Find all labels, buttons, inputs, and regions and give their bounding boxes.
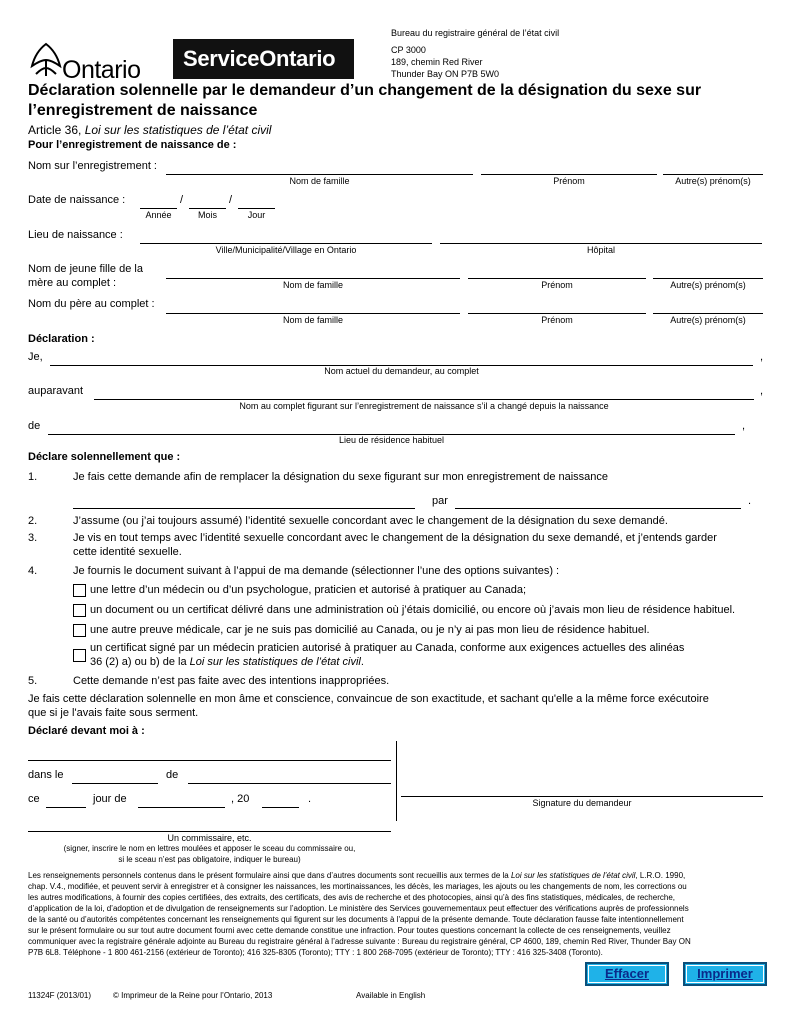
article-reference — [28, 123, 271, 137]
jour-de-label: jour de — [93, 793, 127, 805]
item-number: 2. — [28, 515, 38, 527]
je-label: Je, — [28, 351, 43, 363]
text: , L.R.O. 1990, — [635, 871, 686, 880]
city-caption: Ville/Municipalité/Village en Ontario — [215, 245, 357, 255]
city-field[interactable] — [140, 243, 432, 244]
mother-surname-caption: Nom de famille — [282, 280, 344, 290]
text: 36 (2) a) ou b) de la — [90, 656, 190, 668]
comma: , — [760, 351, 764, 363]
declaration-heading: Déclaration : — [28, 333, 95, 345]
day-field[interactable] — [46, 807, 86, 808]
item4-text: Je fournis le document suivant à l’appui de ma demande (sélectionner l’une des options suivantes) : — [73, 565, 560, 577]
year-field[interactable] — [262, 807, 299, 808]
surname-caption: Nom de famille — [289, 176, 350, 186]
applicant-signature-field[interactable] — [401, 796, 763, 797]
mother-label: Nom de jeune fille de la — [28, 263, 143, 275]
privacy-line: chap. V.4., modifiée, et peuvent servir à enregistrer et à consigner les naissances, les mortinaissances, les décès, les mariages, les ajouts ou les changements de nom, les corrections ou — [28, 882, 687, 891]
address-line: Bureau du registraire général de l’état civil — [391, 28, 560, 38]
address-line: CP 3000 — [391, 45, 426, 55]
item3-text: Je vis en tout temps avec l’identité sexuelle concordant avec le changement de la désignation du sexe demandé, et j’entends garder — [73, 532, 717, 544]
article-number: Article 36, — [28, 123, 85, 137]
dob-slash: / — [229, 194, 233, 206]
father-label: Nom du père au complet : — [28, 298, 155, 310]
othernames-caption: Autre(s) prénom(s) — [675, 176, 751, 186]
mother-othernames-field[interactable] — [653, 278, 763, 279]
residence-caption: Lieu de résidence habituel — [338, 435, 445, 445]
text: . — [360, 656, 364, 668]
year-prefix: , 20 — [231, 793, 250, 805]
hospital-caption: Hôpital — [586, 245, 615, 255]
declared-place-field[interactable] — [28, 760, 391, 761]
municipality-type-field[interactable] — [72, 783, 158, 784]
dob-day-field[interactable] — [238, 208, 275, 209]
service-ontario-text: ServiceOntario — [183, 46, 336, 71]
privacy-line: communiquer avec la registraire générale adjointe au Bureau du registraire général à l’adresse suivante : Bureau du registraire général, CP 4600, 189, chemin Red River, Thunder Bay ON — [28, 937, 691, 946]
hospital-field[interactable] — [440, 243, 762, 244]
item-number: 5. — [28, 675, 38, 687]
father-surname-caption: Nom de famille — [282, 315, 344, 325]
municipality-name-field[interactable] — [188, 783, 391, 784]
item-number: 4. — [28, 565, 38, 577]
dob-year-field[interactable] — [140, 208, 177, 209]
previous-name-field[interactable] — [94, 399, 754, 400]
firstname-caption: Prénom — [553, 176, 585, 186]
father-othernames-field[interactable] — [653, 313, 763, 314]
father-surname-field[interactable] — [166, 313, 460, 314]
commissioner-note-2: si le sceau n’est pas obligatoire, indiquer le bureau) — [118, 855, 301, 864]
registration-heading: Pour l’enregistrement de naissance de : — [28, 139, 237, 151]
comma: , — [742, 420, 746, 432]
ce-label: ce — [28, 793, 40, 805]
dob-label: Date de naissance : — [28, 194, 126, 206]
form-title-line2: l’enregistrement de naissance — [28, 102, 258, 119]
surname-field[interactable] — [166, 174, 473, 175]
signature-caption: Signature du demandeur — [532, 798, 632, 808]
name-label: Nom sur l’enregistrement : — [28, 160, 157, 172]
available-in-english: Available in English — [356, 991, 426, 1000]
privacy-line: de la santé ou d’autorités compétentes concernant les renseignements qui figurent sur les documents à l'appui de la présente demande. Toute déclaration fausse faite intentionnellement — [28, 915, 684, 924]
mother-surname-field[interactable] — [166, 278, 460, 279]
previous-name-caption: Nom au complet figurant sur l’enregistrement de naissance s’il a changé depuis la naissance — [239, 401, 609, 411]
item3-text-2: cette identité sexuelle. — [73, 546, 182, 558]
item1-text: Je fais cette demande afin de remplacer la désignation du sexe figurant sur mon enregistrement de naissance — [73, 471, 609, 483]
period: . — [308, 793, 312, 805]
option-other-medical-proof-checkbox[interactable] — [73, 624, 86, 637]
de-label: de — [28, 420, 41, 432]
privacy-line: les autres modifications, à fournir des copies certifiées, des extraits, des certificats, des avis de recherche et des photocopies, ainsi qu’à des fins statistiques, médicales, de recherche, — [28, 893, 675, 902]
option-jurisdiction-document-checkbox[interactable] — [73, 604, 86, 617]
solemn-heading: Déclare solennellement que : — [28, 451, 181, 463]
option-physician-certificate-label-2 — [90, 656, 364, 668]
month-field[interactable] — [138, 807, 225, 808]
print-button[interactable] — [683, 962, 767, 986]
othernames-field[interactable] — [663, 174, 763, 175]
birthplace-label: Lieu de naissance : — [28, 229, 123, 241]
signature-divider — [396, 741, 397, 821]
commissioner-caption: Un commissaire, etc. — [167, 833, 252, 843]
dans-le-label: dans le — [28, 769, 64, 781]
item-number: 3. — [28, 532, 38, 544]
declared-before-heading: Déclaré devant moi à : — [28, 725, 145, 737]
option-physician-certificate-checkbox[interactable] — [73, 649, 86, 662]
privacy-line: P7B 6L8. Téléphone - 1 800 461-2156 (extérieur de Toronto); 416 325-8305 (Toronto); TTY : 1 800 268-7095 (extérieur de Toronto); TTY : 416 325-3408 (Toronto). — [28, 948, 603, 957]
month-caption: Mois — [197, 210, 217, 220]
de-label: de — [166, 769, 179, 781]
closing-text: Je fais cette déclaration solennelle en mon âme et conscience, convaincue de son exactitude, et sachant qu'elle a la même force exécutoire — [28, 693, 709, 705]
ontario-logo — [28, 40, 143, 82]
print-button-label: Imprimer — [697, 966, 753, 981]
law-name: Loi sur les statistiques de l’état civil — [189, 656, 361, 668]
par-label: par — [432, 495, 448, 507]
privacy-line: d’application de la loi, d’adoption et de divulgation de renseignements sur l’adoption. Le ministère des Services gouvernementaux peut effectuer des vérifications auprès de professionnels — [28, 904, 689, 913]
option-physician-certificate-label: un certificat signé par un médecin praticien autorisé à pratiquer au Canada, conforme aux exigences actuelles des alinéas — [90, 642, 685, 654]
current-name-caption: Nom actuel du demandeur, au complet — [324, 366, 479, 376]
father-othernames-caption: Autre(s) prénom(s) — [670, 315, 746, 325]
closing-text-2: que si je l'avais faite sous serment. — [28, 707, 199, 719]
dob-month-field[interactable] — [189, 208, 226, 209]
option-other-medical-proof-label: une autre preuve médicale, car je ne suis pas domicilié au Canada, ou je n’y ai pas mon lieu de résidence habituel. — [90, 624, 650, 636]
year-caption: Année — [145, 210, 172, 220]
period: . — [748, 495, 752, 507]
option-doctor-letter-label: une lettre d’un médecin ou d’un psychologue, praticien et autorisé à pratiquer au Canada; — [90, 584, 527, 596]
address-line: 189, chemin Red River — [391, 57, 483, 67]
option-jurisdiction-document-label: un document ou un certificat délivré dans une administration où j’étais domicilié, ou encore où j’avais mon lieu de résidence habituel. — [90, 604, 736, 616]
clear-button-label: Effacer — [604, 966, 650, 981]
mother-label-2: mère au complet : — [28, 277, 117, 289]
day-caption: Jour — [247, 210, 266, 220]
form-number: 11324F (2013/01) — [28, 991, 92, 1000]
firstname-field[interactable] — [481, 174, 657, 175]
privacy-line — [28, 871, 685, 880]
option-doctor-letter-checkbox[interactable] — [73, 584, 86, 597]
father-firstname-caption: Prénom — [541, 315, 573, 325]
commissioner-note: (signer, inscrire le nom en lettres moulées et apposer le sceau du commissaire ou, — [63, 844, 356, 853]
mother-firstname-caption: Prénom — [541, 280, 573, 290]
item5-text: Cette demande n’est pas faite avec des intentions inappropriées. — [73, 675, 390, 687]
law-name: Loi sur les statistiques de l’état civil — [510, 871, 636, 880]
comma: , — [760, 385, 764, 397]
commissioner-signature-field[interactable] — [28, 831, 391, 832]
mother-othernames-caption: Autre(s) prénom(s) — [670, 280, 746, 290]
copyright: © Imprimeur de la Reine pour l’Ontario, 2013 — [113, 991, 273, 1000]
law-name: Loi sur les statistiques de l’état civil — [84, 123, 272, 137]
ontario-logo-text: Ontario — [62, 56, 141, 84]
item-number: 1. — [28, 471, 38, 483]
auparavant-label: auparavant — [28, 385, 84, 397]
text: Les renseignements personnels contenus dans le présent formulaire ainsi que dans d’autres documents sont recueillis aux termes de la — [28, 871, 511, 880]
trillium-icon — [28, 40, 64, 80]
father-firstname-field[interactable] — [468, 313, 646, 314]
new-sex-field[interactable] — [455, 508, 741, 509]
dob-slash: / — [180, 194, 184, 206]
mother-firstname-field[interactable] — [468, 278, 646, 279]
form-title: Déclaration solennelle par le demandeur d’un changement de la désignation du sexe sur — [28, 82, 702, 99]
item2-text: J’assume (ou j’ai toujours assumé) l’identité sexuelle concordant avec le changement de la désignation du sexe demandé. — [73, 515, 668, 527]
clear-button[interactable] — [585, 962, 669, 986]
address-line: Thunder Bay ON P7B 5W0 — [391, 69, 500, 79]
service-ontario-logo — [173, 39, 354, 79]
current-sex-field[interactable] — [73, 508, 415, 509]
privacy-line: sur le présent formulaire ou sur tout autre document fourni avec cette demande constitue une infraction. Pour toutes questions concernant la collecte de ces renseignements, veuillez — [28, 926, 671, 935]
